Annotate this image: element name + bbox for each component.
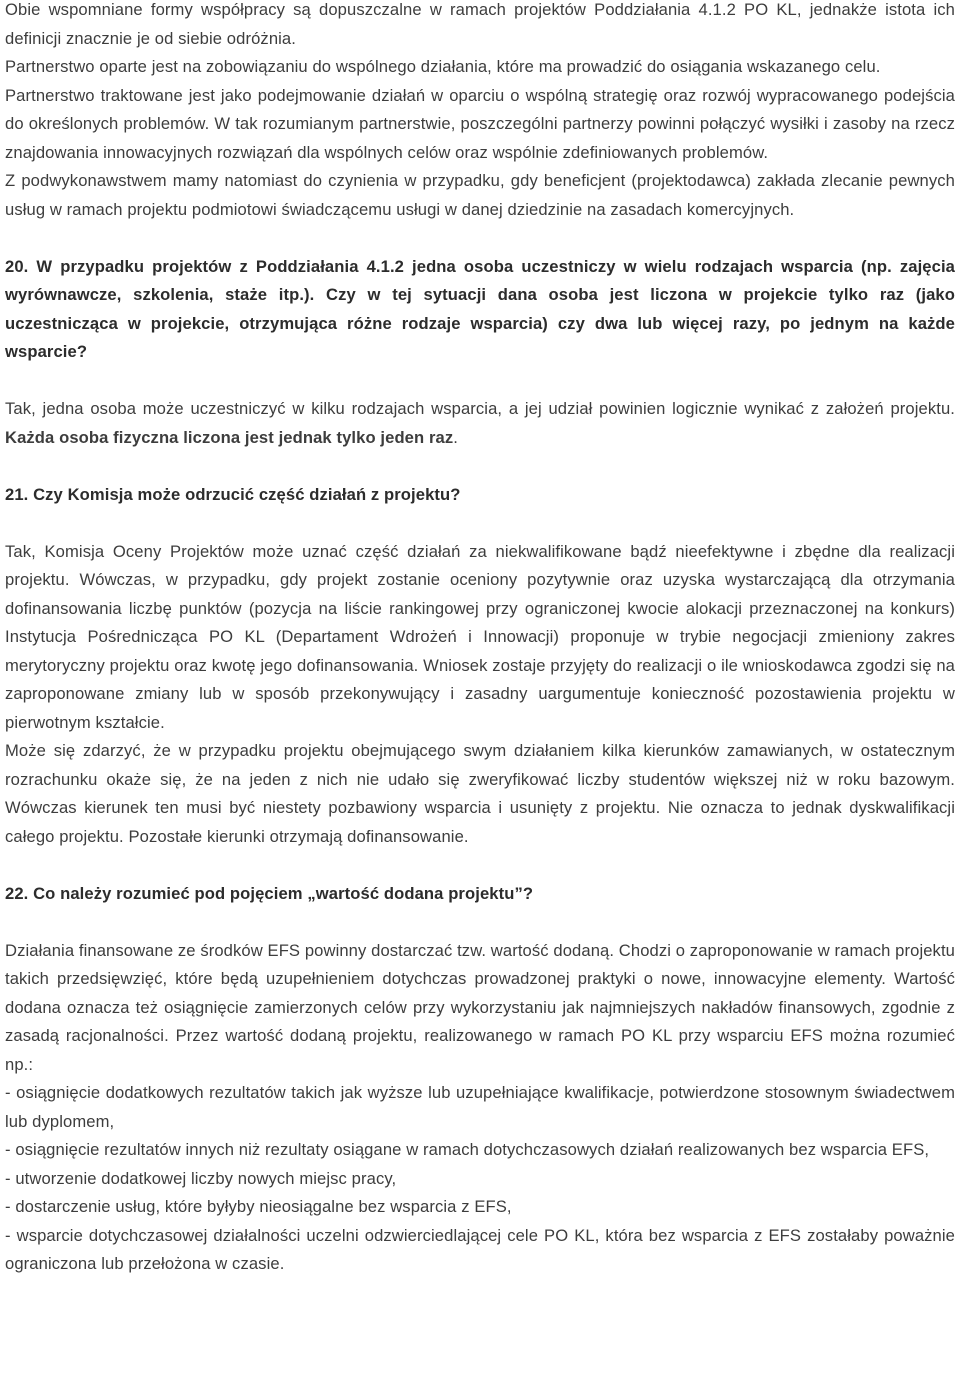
question-20: 20. W przypadku projektów z Poddziałania 4.1.2 jedna osoba uczestniczy w wielu rodzajach wsparcia (np. zajęcia wyrównawcze, szkolenia, staże itp.). Czy w tej sytuacji dana osoba jest liczona w projekcie tylko raz (jako uczestnicząca w projekcie, otrzymująca różne rodzaje wsparcia) czy dwa lub więcej razy, po jednym na każde wsparcie? <box>5 256 955 361</box>
answer-22: Działania finansowane ze środków EFS powinny dostarczać tzw. wartość dodaną. Chodzi o zaproponowanie w ramach projektu takich przedsięwzięć, które będą uzupełnieniem dotychczas prowadzonej praktyki o nowe, innowacyjne elementy. Wartość dodana oznacza też osiągnięcie zamierzonych celów przy wykorzystaniu jak najmniejszych nakładów finansowych, zgodnie z zasadą racjonalności. Przez wartość dodaną projektu, realizowanego w ramach PO KL przy wsparciu EFS można rozumieć np.: <box>5 940 955 1074</box>
spacer <box>5 367 955 396</box>
spacer <box>5 509 955 538</box>
paragraph-subcontracting: Z podwykonawstwem mamy natomiast do czynienia w przypadku, gdy beneficjent (projektodawca) zakłada zlecanie pewnych usług w ramach projektu podmiotowi świadczącemu usługi w danej dziedzinie na zasadach komercyjnych. <box>5 171 955 219</box>
list-item: - utworzenie dodatkowej liczby nowych miejsc pracy, <box>5 1168 397 1188</box>
paragraph-forms: Obie wspomniane formy współpracy są dopuszczalne w ramach projektów Poddziałania 4.1.2 PO KL, jednakże istota ich definicji znacznie je od siebie odróżnia. <box>5 0 955 48</box>
answer-20-text: Tak, jedna osoba może uczestniczyć w kilku rodzajach wsparcia, a jej udział powinien logicznie wynikać z założeń projektu. <box>5 399 955 418</box>
list-item: - dostarczenie usług, które byłyby nieosiągalne bez wsparcia z EFS, <box>5 1197 512 1216</box>
answer-20-bold: Każda osoba fizyczna liczona jest jednak tylko jeden raz <box>5 427 454 447</box>
spacer <box>5 224 955 253</box>
paragraph-partnership-definition: Partnerstwo traktowane jest jako podejmowanie działań w oparciu o wspólną strategię oraz rozwój wypracowanego podejścia do określonych problemów. W tak rozumianym partnerstwie, poszczególni partnerzy powinni połączyć wysiłki i zasoby na rzecz znajdowania innowacyjnych rozwiązań dla wspólnych celów oraz wspólnie zdefiniowanych problemów. <box>5 85 955 162</box>
list-item: - wsparcie dotychczasowej działalności uczelni odzwierciedlającej cele PO KL, która bez wsparcia z EFS zostałaby poważnie ograniczona lub przełożona w czasie. <box>5 1225 955 1273</box>
spacer <box>5 452 955 481</box>
question-21: 21. Czy Komisja może odrzucić część działań z projektu? <box>5 484 461 504</box>
paragraph-partnership-goal: Partnerstwo oparte jest na zobowiązaniu do wspólnego działania, które ma prowadzić do osiągania wskazanego celu. <box>5 57 881 76</box>
answer-20 <box>5 395 955 452</box>
spacer <box>5 851 955 880</box>
answer-21-part-1: Tak, Komisja Oceny Projektów może uznać część działań za niekwalifikowane bądź nieefektywne i zbędne dla realizacji projektu. Wówczas, w przypadku, gdy projekt zostanie oceniony pozytywnie oraz uzyska wystarczającą dla otrzymania dofinansowania liczbę punktów (pozycja na liście rankingowej przy ograniczonej kwocie alokacji przeznaczonej na konkurs) Instytucja Pośrednicząca PO KL (Departament Wdrożeń i Innowacji) proponuje w trybie negocjacji zmieniony zakres merytoryczny projektu oraz kwotę jego dofinansowania. Wniosek zostaje przyjęty do realizacji o ile wnioskodawca zgodzi się na zaproponowane zmiany lub w sposób przekonywujący i zasadny uargumentuje konieczność pozostawienia projektu w pierwotnym kształcie. <box>5 541 955 732</box>
spacer <box>5 908 955 937</box>
list-item: - osiągnięcie rezultatów innych niż rezultaty osiągane w ramach dotychczasowych działań realizowanych bez wsparcia EFS, <box>5 1140 930 1159</box>
answer-21-part-2: Może się zdarzyć, że w przypadku projektu obejmującego swym działaniem kilka kierunków zamawianych, w ostatecznym rozrachunku okaże się, że na jeden z nich nie udało się zweryfikować liczby studentów większej niż w roku bazowym. Wówczas kierunek ten musi być niestety pozbawiony wsparcia i usunięty z projektu. Nie oznacza to jednak dyskwalifikacji całego projektu. Pozostałe kierunki otrzymają dofinansowanie. <box>5 741 955 846</box>
list-item: - osiągnięcie dodatkowych rezultatów takich jak wyższe lub uzupełniające kwalifikacje, potwierdzone stosownym świadectwem lub dyplomem, <box>5 1083 955 1131</box>
question-22: 22. Co należy rozumieć pod pojęciem „wartość dodana projektu”? <box>5 883 534 903</box>
answer-20-end: . <box>453 427 458 447</box>
